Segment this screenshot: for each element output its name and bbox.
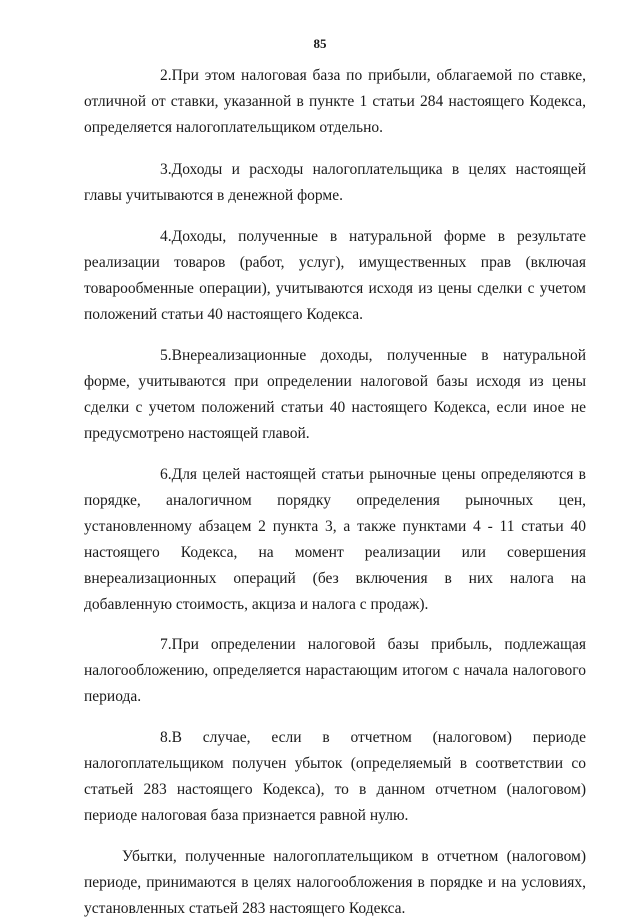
paragraph-text: Доходы, полученные в натуральной форме в результате реализации товаров (работ, услуг), имущественных прав (включая товарообменные операции), учитываются исходя из цены сделки с учетом положений статьи 40 настоящего Кодекса.	[84, 228, 586, 323]
paragraph-text: Внереализационные доходы, полученные в натуральной форме, учитываются при определении налоговой базы исходя из цены сделки с учетом положений статьи 40 настоящего Кодекса, если иное не предусмотрено настоящей главой.	[84, 347, 586, 442]
paragraph-number: 7.	[160, 636, 172, 653]
paragraph-4	[84, 224, 586, 328]
paragraph-number: 5.	[160, 347, 172, 364]
paragraph-number: 2.	[160, 67, 172, 84]
paragraph-text: В случае, если в отчетном (налоговом) периоде налогоплательщиком получен убыток (определяемый в соответствии со статьей 283 настоящего Кодекса), то в данном отчетном (налоговом) периоде налоговая база признается равной нулю.	[84, 729, 586, 824]
paragraph-6	[84, 462, 586, 618]
document-body	[84, 63, 586, 922]
paragraph-text: При этом налоговая база по прибыли, облагаемой по ставке, отличной от ставки, указанной в пункте 1 статьи 284 настоящего Кодекса, определяется налогоплательщиком отдельно.	[84, 67, 586, 136]
paragraph-text: Для целей настоящей статьи рыночные цены определяются в порядке, аналогичном порядку определения рыночных цен, установленному абзацем 2 пункта 3, а также пунктами 4 - 11 статьи 40 настоящего Кодекса, на момент реализации или совершения внереализационных операций (без включения в них налога на добавленную стоимость, акциза и налога с продаж).	[84, 466, 586, 613]
paragraph-3	[84, 157, 586, 209]
paragraph-number: 3.	[160, 161, 172, 178]
paragraph-losses	[84, 844, 586, 922]
paragraph-5	[84, 343, 586, 447]
paragraph-number: 8.	[160, 729, 172, 746]
page-number: 85	[313, 36, 327, 51]
paragraph-number: 6.	[160, 466, 172, 483]
paragraph-2	[84, 63, 586, 141]
paragraph-text: Убытки, полученные налогоплательщиком в отчетном (налоговом) периоде, принимаются в целях налогообложения в порядке и на условиях, установленных статьей 283 настоящего Кодекса.	[84, 848, 586, 917]
paragraph-number: 4.	[160, 228, 172, 245]
paragraph-text: Доходы и расходы налогоплательщика в целях настоящей главы учитываются в денежной форме.	[84, 161, 586, 204]
paragraph-text: При определении налоговой базы прибыль, подлежащая налогообложению, определяется нарастающим итогом с начала налогового периода.	[84, 636, 586, 705]
paragraph-8	[84, 725, 586, 829]
paragraph-7	[84, 632, 586, 710]
